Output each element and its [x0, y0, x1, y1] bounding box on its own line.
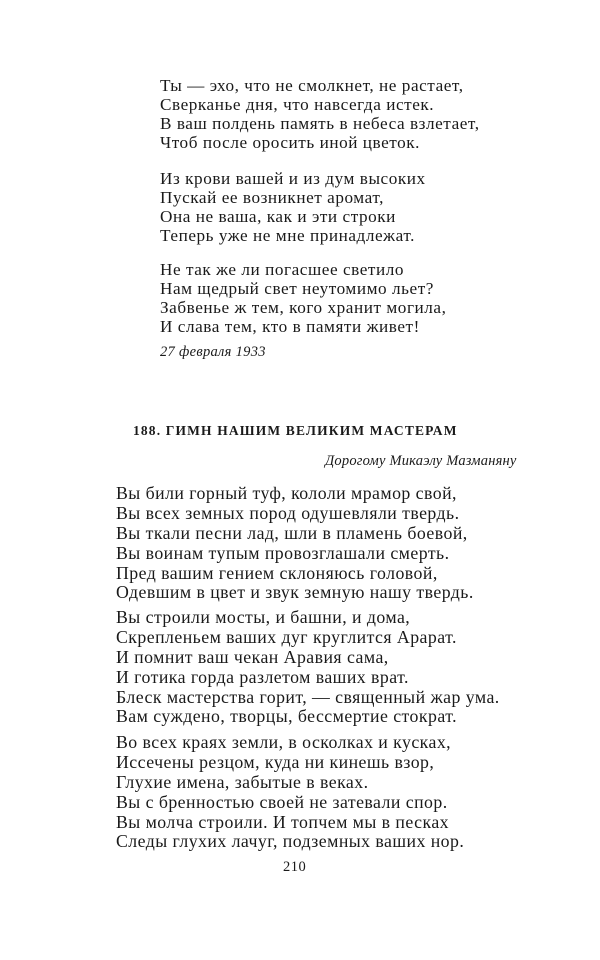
poem-line: Нам щедрый свет неутомимо льет? — [160, 278, 434, 298]
poem-line: Глухие имена, забытые в веках. — [116, 771, 369, 792]
poem-line: Вы всех земных пород одушевляли твердь. — [116, 502, 460, 523]
poem-line: Иссечены резцом, куда ни кинешь взор, — [116, 751, 435, 772]
poem-line: Одевшим в цвет и звук земную нашу твердь. — [116, 582, 474, 603]
poem-line: Не так же ли погасшее светило — [160, 260, 404, 279]
stanza — [160, 77, 480, 153]
stanza — [160, 170, 426, 246]
poem-line: Вы молча строили. И топчем мы в песках — [116, 811, 450, 832]
poem-line: Вам суждено, творцы, бессмертие стократ. — [116, 706, 457, 727]
stanza — [116, 733, 464, 852]
poem-line: И помнит ваш чекан Аравия сама, — [116, 646, 389, 667]
poem-line: И готика горда разлетом ваших врат. — [116, 666, 409, 687]
poem-line: Ты — эхо, что не смолкнет, не растает, — [160, 76, 464, 95]
poem-line: Вы строили мосты, и башни, и дома, — [116, 607, 411, 627]
poem-line: Сверканье дня, что навсегда истек. — [160, 94, 435, 114]
poem-line: Во всех краях земли, в осколках и кусках, — [116, 732, 452, 752]
poem-date: 27 февраля 1933 — [160, 344, 266, 360]
stanza — [160, 261, 446, 337]
poem-line: Вы ткали песни лад, шли в пламень боевой, — [116, 522, 468, 543]
poem-line: Скрепленьем ваших дуг круглится Арарат. — [116, 626, 457, 647]
stanza — [116, 484, 474, 603]
poem-line: Вы воинам тупым провозглашали смерть. — [116, 542, 450, 563]
poem-line: Пред вашим гением склоняюсь головой, — [116, 562, 438, 583]
poem-line: И слава тем, кто в памяти живет! — [160, 316, 420, 336]
poem-line: Она не ваша, как и эти строки — [160, 206, 396, 226]
poem-line: В ваш полдень память в небеса взлетает, — [160, 113, 480, 133]
page-number: 210 — [283, 859, 307, 875]
poem-line: Следы глухих лачуг, подземных ваших нор. — [116, 831, 465, 852]
poem-line: Вы били горный туф, кололи мрамор свой, — [116, 483, 457, 503]
poem-title: 188. ГИМН НАШИМ ВЕЛИКИМ МАСТЕРАМ — [133, 423, 458, 438]
poem-line: Забвенье ж тем, кого хранит могила, — [160, 297, 447, 317]
poem-line: Вы с бренностью своей не затевали спор. — [116, 791, 448, 812]
poem-line: Пускай ее возникнет аромат, — [160, 187, 384, 207]
poem-dedication: Дорогому Микаэлу Мазманяну — [325, 453, 517, 469]
poem-line: Блеск мастерства горит, — священный жар ума. — [116, 686, 500, 707]
poem-line: Из крови вашей и из дум высоких — [160, 169, 426, 188]
poem-line: Теперь уже не мне принадлежат. — [160, 225, 415, 245]
stanza — [116, 608, 500, 727]
poem-line: Чтоб после оросить иной цветок. — [160, 132, 421, 152]
